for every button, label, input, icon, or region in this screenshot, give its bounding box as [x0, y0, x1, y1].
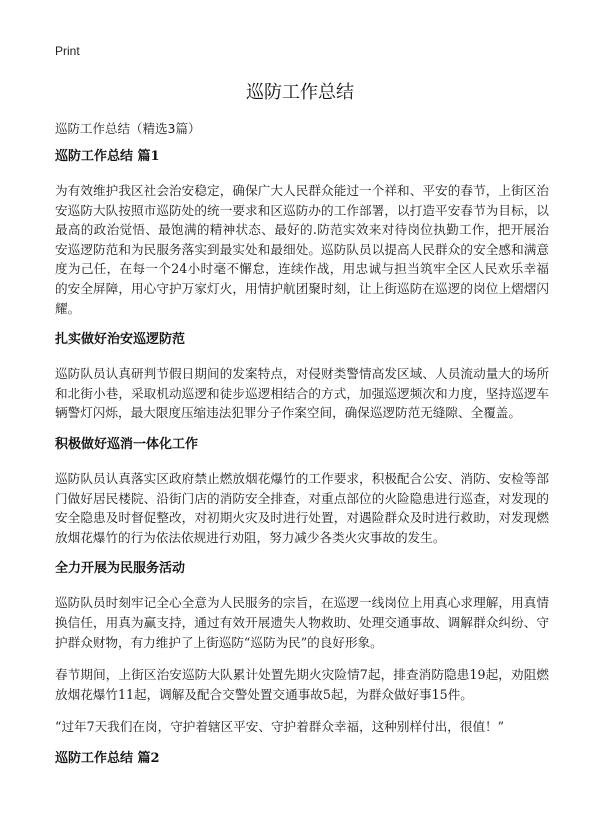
paragraph: 巡防队员认真研判节假日期间的发案特点，对侵财类警情高发区域、人员流动量大的场所和北街小巷，采取机动巡逻和徒步巡逻相结合的方式，加强巡逻频次和力度，坚持巡逻车辆警灯闪烁，最大限度压缩违法犯罪分子作案空间，确保巡逻防范无缝隙、全覆盖。	[55, 366, 549, 421]
section-heading: 巡防工作总结 篇2	[55, 750, 160, 766]
paragraph: 为有效维护我区社会治安稳定，确保广大人民群众能过一个祥和、平安的春节，上街区治安巡防大队按照市巡防处的统一要求和区巡防办的工作部署，以打造平安春节为目标，以最高的政治觉悟、最饱满的精神状态、最好的.防范实效来对待岗位执勤工作，把开展治安巡逻防范和为民服务落实到最实处和最细处。巡防队员以提高人民群众的安全感和满意度为己任，在每一个24小时毫不懈怠，连续作战，用忠诚与担当筑牢全区人民欢乐幸福的安全屏障，用心守护万家灯火，用情护航团聚时刻，让上街巡防在巡逻的岗位上熠熠闪耀。	[55, 183, 549, 316]
section-heading: 积极做好巡消一体化工作	[55, 436, 199, 452]
section-heading: 巡防工作总结 篇1	[55, 149, 160, 164]
print-link[interactable]: Print	[55, 44, 80, 58]
paragraph: 巡防队员认真落实区政府禁止燃放烟花爆竹的工作要求，积极配合公安、消防、安检等部门做好居民楼院、沿街门店的消防安全排查，对重点部位的火险隐患进行巡查，对发现的安全隐患及时督促整改，对初期火灾及时进行处置，对遇险群众及时进行救助，对发现燃放烟花爆竹的行为依法依规进行劝阻，努力减少各类火灾事故的发生。	[55, 470, 549, 545]
section-heading: 扎实做好治安巡逻防范	[55, 332, 186, 348]
document-title: 巡防工作总结	[246, 82, 354, 103]
paragraph: 春节期间，上街区治安巡防大队累计处置先期火灾险情7起，排查消防隐患19起，劝阻燃放烟花爆竹11起，调解及配合交警处置交通事故5起，为群众做好事15件。	[55, 667, 549, 702]
document-content	[55, 148, 549, 783]
section-heading: 全力开展为民服务活动	[55, 561, 186, 577]
document-subtitle: 巡防工作总结（精选3篇）	[55, 121, 201, 136]
paragraph: 巡防队员时刻牢记全心全意为人民服务的宗旨，在巡逻一线岗位上用真心求理解，用真情换信任，用真为赢支持，通过有效开展遗失人物救助、处理交通事故、调解群众纠纷、守护群众财物，有力维护了上街巡防“巡防为民”的良好形象。	[55, 595, 549, 650]
paragraph: “过年7天我们在岗，守护着辖区平安、守护着群众幸福，这种别样付出，很值！”	[55, 719, 505, 735]
